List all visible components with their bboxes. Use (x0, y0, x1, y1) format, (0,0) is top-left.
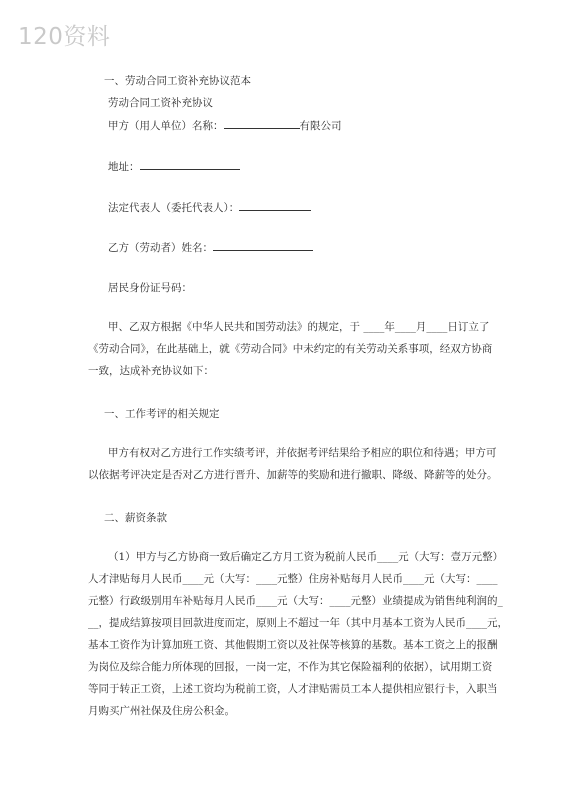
section-2-line: 元整）行政级别用车补贴每月人民币____元（大写：____元整）业绩提成为销售纯利润的_ (88, 595, 503, 607)
heading-2: 劳动合同工资补充协议 (108, 97, 213, 109)
intro-line: 《劳动合同》，在此基础上，就《劳动合同》中未约定的有关劳动关系事项，经双方协商 (88, 343, 493, 355)
section-2-line: 等同于转正工资，上述工资均为税前工资，人才津贴需员工本人提供相应银行卡，入职当 (88, 683, 498, 695)
intro-line: 甲、乙双方根据《中华人民共和国劳动法》的规定，于 ____年____月____日订立了 (108, 321, 490, 333)
watermark-logo: 120资料 (18, 24, 111, 50)
intro-line: 一致，达成补充协议如下： (88, 365, 214, 377)
section-1-title: 一、工作考评的相关规定 (104, 408, 220, 420)
id-number-line (108, 281, 192, 295)
address-blank (140, 159, 240, 170)
section-1-line: 以依据考评决定是否对乙方进行晋升、加薪等的奖励和进行撤职、降级、降薪等的处分。 (88, 469, 498, 481)
section-2-line: 基本工资作为计算加班工资、其他假期工资以及社保等核算的基数。基本工资之上的报酬 (88, 639, 498, 651)
section-2-line: （1）甲方与乙方协商一致后确定乙方月工资为税前人民币____元（大写：壹万元整） (108, 551, 504, 563)
address-line (108, 159, 240, 174)
section-2-line: 月购买广州社保及住房公积金。 (88, 705, 235, 717)
party-a-line (108, 118, 342, 133)
section-2-line: 人才津贴每月人民币____元（大写：____元整）住房补贴每月人民币____元（大写：____ (88, 573, 498, 585)
party-b-line (108, 240, 313, 255)
party-a-label: 甲方（用人单位）名称： (108, 120, 224, 132)
address-label: 地址： (108, 161, 140, 173)
section-2-line: __，提成结算按项目回款进度而定，原则上不超过一年（其中月基本工资为人民币____元， (88, 617, 508, 629)
party-b-blank (213, 240, 313, 251)
heading-1: 一、劳动合同工资补充协议范本 (104, 75, 251, 87)
legal-rep-label: 法定代表人（委托代表人）： (108, 202, 240, 214)
section-1-paragraph (88, 442, 498, 486)
party-a-blank (224, 118, 300, 129)
legal-rep-line (108, 200, 311, 215)
section-2-title: 二、薪资条款 (104, 512, 167, 524)
section-2-paragraph (88, 546, 508, 722)
party-b-label: 乙方（劳动者）姓名： (108, 242, 213, 254)
section-2-line: 为岗位及综合能力所体现的回报，一岗一定，不作为其它保险福利的依据），试用期工资 (88, 661, 493, 673)
section-1-line: 甲方有权对乙方进行工作实绩考评，并依据考评结果给予相应的职位和待遇；甲方可 (108, 447, 497, 459)
legal-rep-blank (239, 200, 311, 211)
id-number-label: 居民身份证号码： (108, 282, 192, 294)
party-a-suffix: 有限公司 (299, 120, 342, 132)
intro-paragraph (88, 316, 493, 382)
